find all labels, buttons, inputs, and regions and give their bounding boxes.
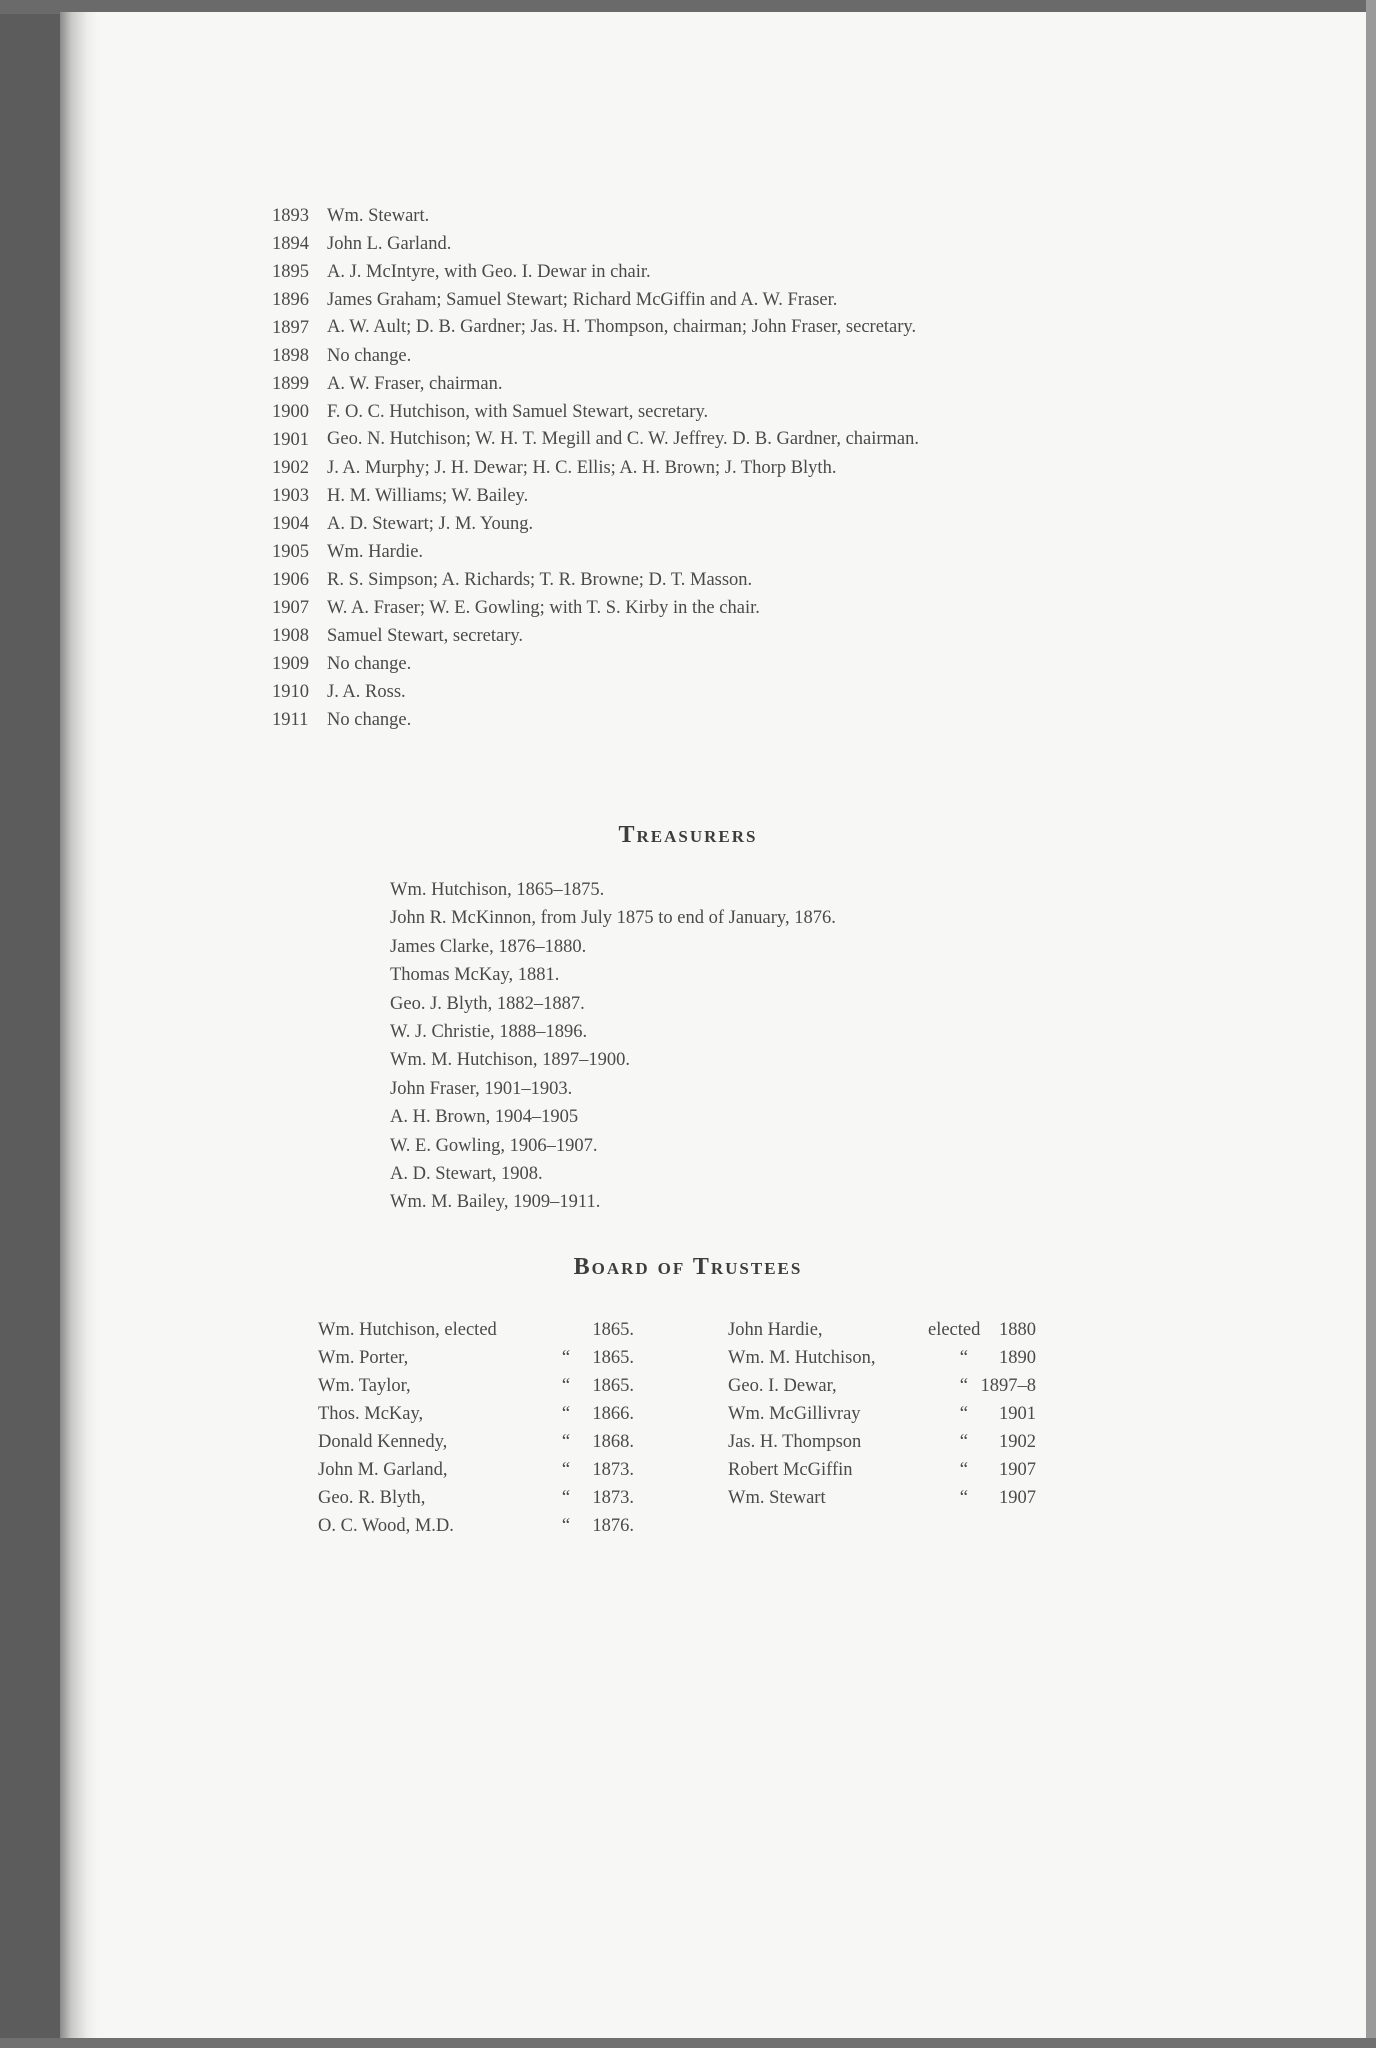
trustees-right-column bbox=[728, 1316, 1036, 1512]
entry-text: Wm. Stewart. bbox=[327, 206, 430, 226]
trustee-row bbox=[728, 1484, 1036, 1512]
entry-text: James Graham; Samuel Stewart; Richard McGiffin and A. W. Fraser. bbox=[327, 290, 838, 310]
trustee-row bbox=[728, 1316, 1036, 1344]
entry-text: A. J. McIntyre, with Geo. I. Dewar in chair. bbox=[327, 262, 651, 282]
entry-text: Geo. N. Hutchison; W. H. T. Megill and C. W. Jeffrey. D. B. Gardner, chairman. bbox=[327, 429, 920, 449]
entry-year: 1898 bbox=[272, 346, 309, 366]
entry-row bbox=[272, 510, 1102, 538]
trustee-year: 1868. bbox=[592, 1432, 634, 1452]
trustee-row bbox=[728, 1428, 1036, 1456]
trustee-year: 1873. bbox=[592, 1488, 634, 1508]
trustee-year: 1890 bbox=[999, 1348, 1036, 1368]
trustee-ditto: “ bbox=[959, 1488, 968, 1508]
entry-text: H. M. Williams; W. Bailey. bbox=[327, 486, 529, 506]
entry-text: W. A. Fraser; W. E. Gowling; with T. S. Kirby in the chair. bbox=[327, 598, 760, 618]
entry-row bbox=[272, 622, 1102, 650]
trustee-row bbox=[318, 1456, 634, 1484]
trustee-ditto: “ bbox=[959, 1376, 968, 1396]
trustee-name: John M. Garland, bbox=[318, 1460, 448, 1480]
trustee-year: 1866. bbox=[592, 1404, 634, 1424]
treasurer-item: A. H. Brown, 1904–1905 bbox=[390, 1107, 579, 1128]
trustee-ditto: “ bbox=[561, 1460, 571, 1480]
entry-year: 1903 bbox=[272, 486, 309, 506]
entry-row bbox=[272, 454, 1102, 482]
entry-text: J. A. Ross. bbox=[327, 682, 406, 702]
trustee-name: Jas. H. Thompson bbox=[728, 1432, 862, 1452]
trustee-year: 1907 bbox=[999, 1460, 1036, 1480]
treasurer-item: John Fraser, 1901–1903. bbox=[390, 1078, 573, 1099]
entry-row bbox=[272, 538, 1102, 566]
treasurer-item: Thomas McKay, 1881. bbox=[390, 965, 560, 986]
treasurer-item: W. J. Christie, 1888–1896. bbox=[390, 1022, 588, 1043]
entry-year: 1894 bbox=[272, 234, 309, 254]
entry-row bbox=[272, 202, 1102, 230]
entry-text: No change. bbox=[327, 710, 412, 730]
trustees-left-column bbox=[318, 1316, 634, 1540]
trustee-year: 1901 bbox=[999, 1404, 1036, 1424]
trustee-name: Wm. M. Hutchison, bbox=[728, 1348, 876, 1368]
trustee-name: Wm. Stewart bbox=[728, 1488, 826, 1508]
entry-row bbox=[272, 370, 1102, 398]
entry-year: 1911 bbox=[272, 710, 309, 730]
treasurer-item: John R. McKinnon, from July 1875 to end of January, 1876. bbox=[390, 908, 836, 929]
entry-year: 1900 bbox=[272, 402, 309, 422]
entry-year: 1910 bbox=[272, 682, 309, 702]
trustee-year: 1865. bbox=[592, 1376, 634, 1396]
trustee-ditto: “ bbox=[959, 1432, 968, 1452]
entry-year: 1901 bbox=[272, 430, 309, 450]
entry-text: R. S. Simpson; A. Richards; T. R. Browne; D. T. Masson. bbox=[327, 570, 753, 590]
entry-year: 1904 bbox=[272, 514, 309, 534]
trustee-row bbox=[728, 1400, 1036, 1428]
entry-row bbox=[272, 594, 1102, 622]
entry-text: No change. bbox=[327, 654, 412, 674]
treasurer-item: James Clarke, 1876–1880. bbox=[390, 936, 587, 957]
treasurer-item: A. D. Stewart, 1908. bbox=[390, 1164, 543, 1185]
entry-text: J. A. Murphy; J. H. Dewar; H. C. Ellis; A. H. Brown; J. Thorp Blyth. bbox=[327, 458, 837, 478]
trustee-name: Robert McGiffin bbox=[728, 1460, 853, 1480]
trustee-name: Donald Kennedy, bbox=[318, 1432, 448, 1452]
entry-row bbox=[272, 314, 1102, 342]
trustee-ditto: “ bbox=[561, 1488, 571, 1508]
treasurer-item: Geo. J. Blyth, 1882–1887. bbox=[390, 993, 585, 1014]
trustee-row bbox=[318, 1372, 634, 1400]
trustee-name: Geo. I. Dewar, bbox=[728, 1376, 837, 1396]
entry-row bbox=[272, 230, 1102, 258]
trustee-name: O. C. Wood, M.D. bbox=[318, 1516, 454, 1536]
entry-year: 1902 bbox=[272, 458, 309, 478]
trustee-name: Wm. Porter, bbox=[318, 1348, 409, 1368]
trustee-row bbox=[318, 1400, 634, 1428]
trustee-row bbox=[728, 1344, 1036, 1372]
treasurers-list bbox=[390, 876, 836, 1217]
trustee-row bbox=[318, 1316, 634, 1344]
entry-row bbox=[272, 482, 1102, 510]
trustee-row bbox=[318, 1428, 634, 1456]
trustee-year: 1865. bbox=[592, 1348, 634, 1368]
entry-row bbox=[272, 566, 1102, 594]
entry-year: 1908 bbox=[272, 626, 309, 646]
entry-row bbox=[272, 678, 1102, 706]
trustee-ditto: elected bbox=[928, 1320, 981, 1340]
trustee-ditto: “ bbox=[959, 1348, 968, 1368]
trustee-name: John Hardie, bbox=[728, 1320, 823, 1340]
trustee-ditto: “ bbox=[959, 1404, 968, 1424]
entry-year: 1893 bbox=[272, 206, 309, 226]
treasurer-item: W. E. Gowling, 1906–1907. bbox=[390, 1135, 598, 1156]
entry-row bbox=[272, 650, 1102, 678]
trustee-name: Thos. McKay, bbox=[318, 1404, 424, 1424]
entry-text: No change. bbox=[327, 346, 412, 366]
trustee-ditto: “ bbox=[561, 1376, 571, 1396]
entry-text: F. O. C. Hutchison, with Samuel Stewart, secretary. bbox=[327, 402, 709, 422]
trustee-row bbox=[318, 1512, 634, 1540]
trustee-name: Wm. Taylor, bbox=[318, 1376, 411, 1396]
trustee-ditto bbox=[558, 1316, 574, 1344]
trustee-ditto: “ bbox=[561, 1348, 571, 1368]
trustee-year: 1865. bbox=[592, 1320, 634, 1340]
trustee-ditto: “ bbox=[561, 1404, 571, 1424]
trustee-year: 1902 bbox=[999, 1432, 1036, 1452]
scan-right-edge bbox=[1366, 0, 1376, 2048]
entry-text: A. D. Stewart; J. M. Young. bbox=[327, 514, 534, 534]
entry-text: A. W. Fraser, chairman. bbox=[327, 374, 503, 394]
trustee-ditto: “ bbox=[561, 1516, 571, 1536]
book-gutter-shadow bbox=[60, 12, 98, 2038]
trustee-ditto: “ bbox=[561, 1432, 571, 1452]
trustee-row bbox=[728, 1456, 1036, 1484]
entry-row bbox=[272, 706, 1102, 734]
entry-row bbox=[272, 426, 1102, 454]
trustee-year: 1897–8 bbox=[980, 1376, 1036, 1396]
entry-year: 1899 bbox=[272, 374, 309, 394]
trustee-name: Geo. R. Blyth, bbox=[318, 1488, 426, 1508]
entry-row bbox=[272, 258, 1102, 286]
treasurer-item: Wm. Hutchison, 1865–1875. bbox=[390, 880, 605, 900]
entry-text: John L. Garland. bbox=[327, 234, 452, 254]
entry-text: Samuel Stewart, secretary. bbox=[327, 626, 524, 646]
treasurers-heading: Treasurers bbox=[618, 822, 758, 848]
trustee-row bbox=[728, 1372, 1036, 1400]
entry-row bbox=[272, 286, 1102, 314]
entry-year: 1907 bbox=[272, 598, 309, 618]
treasurer-item: Wm. M. Hutchison, 1897–1900. bbox=[390, 1050, 630, 1071]
entry-year: 1905 bbox=[272, 542, 309, 562]
yearly-entries-list bbox=[272, 202, 1102, 734]
trustee-row bbox=[318, 1484, 634, 1512]
entry-row bbox=[272, 342, 1102, 370]
trustee-year: 1873. bbox=[592, 1460, 634, 1480]
entry-text: Wm. Hardie. bbox=[327, 542, 424, 562]
trustee-name: Wm. McGillivray bbox=[728, 1404, 861, 1424]
entry-row bbox=[272, 398, 1102, 426]
entry-year: 1897 bbox=[272, 318, 309, 338]
scan-bottom-edge bbox=[0, 2038, 1376, 2048]
entry-text: A. W. Ault; D. B. Gardner; Jas. H. Thompson, chairman; John Fraser, secretary. bbox=[327, 317, 917, 337]
trustee-row bbox=[318, 1344, 634, 1372]
trustee-ditto: “ bbox=[959, 1460, 968, 1480]
entry-year: 1906 bbox=[272, 570, 309, 590]
trustee-year: 1880 bbox=[999, 1320, 1036, 1340]
entry-year: 1909 bbox=[272, 654, 309, 674]
treasurer-item: Wm. M. Bailey, 1909–1911. bbox=[390, 1192, 601, 1213]
trustee-year: 1907 bbox=[999, 1488, 1036, 1508]
trustee-name: Wm. Hutchison, elected bbox=[318, 1320, 497, 1340]
entry-year: 1896 bbox=[272, 290, 309, 310]
entry-year: 1895 bbox=[272, 262, 309, 282]
trustees-heading: Board of Trustees bbox=[573, 1254, 803, 1280]
trustee-year: 1876. bbox=[592, 1516, 634, 1536]
